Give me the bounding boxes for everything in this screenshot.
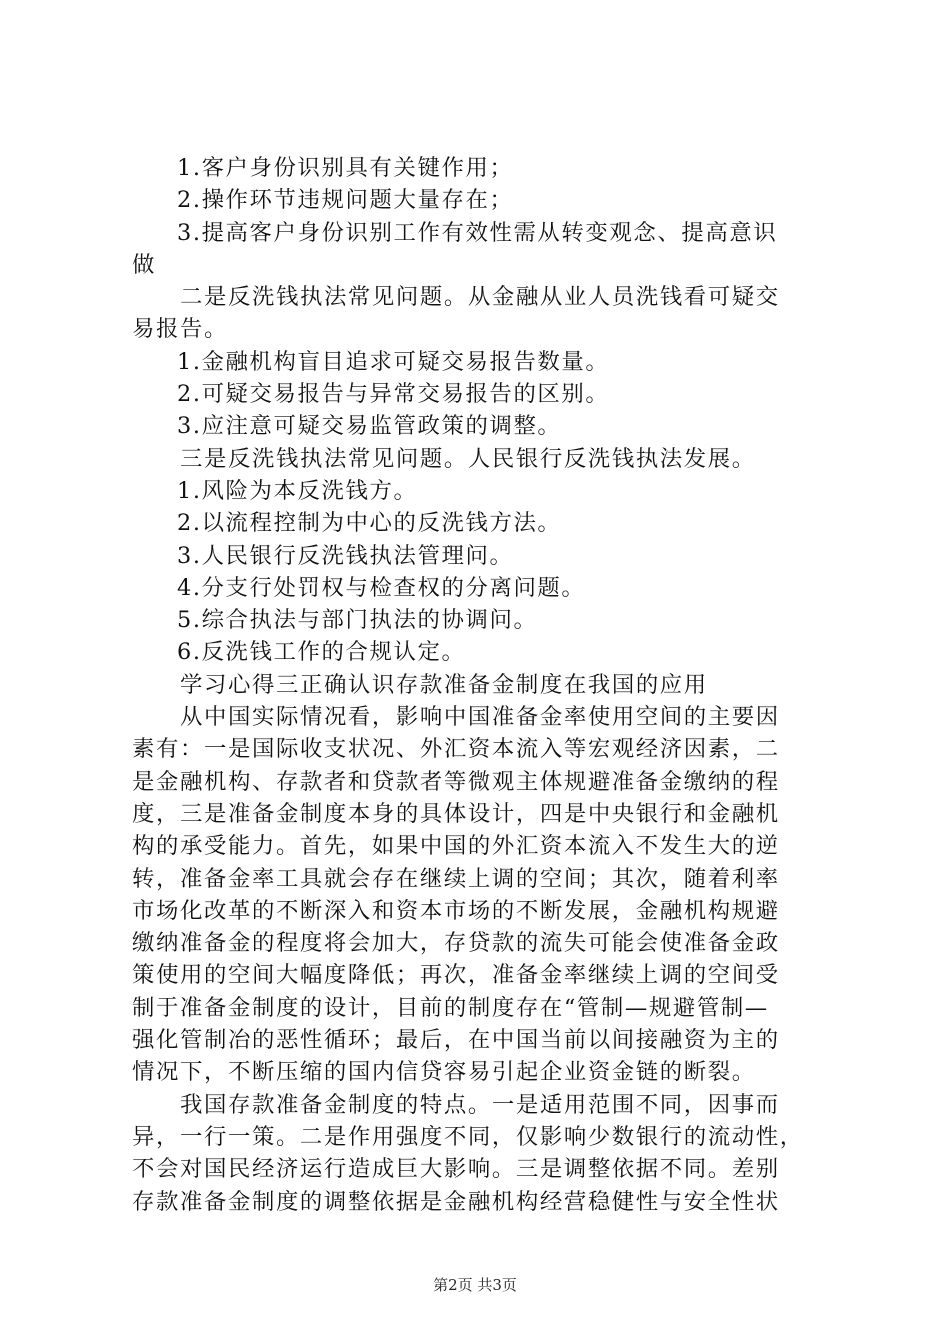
paragraph-line: 做 [132, 251, 156, 278]
paragraph-line: 强化管制冶的恶性循环；最后，在中国当前以间接融资为主的 [132, 1027, 780, 1054]
list-item: 2.可疑交易报告与异常交易报告的区别。 [177, 381, 610, 408]
paragraph-line: 不会对国民经济运行造成巨大影响。三是调整依据不同。差别 [132, 1156, 780, 1183]
document-body [132, 152, 832, 1218]
paragraph-line: 从中国实际情况看，影响中国准备金率使用空间的主要因 [180, 704, 780, 731]
paragraph-line: 三是反洗钱执法常见问题。人民银行反洗钱执法发展。 [180, 445, 756, 472]
paragraph-line: 转，准备金率工具就会存在继续上调的空间；其次，随着利率 [132, 865, 780, 892]
paragraph-line: 情况下，不断压缩的国内信贷容易引起企业资金链的断裂。 [132, 1059, 756, 1086]
list-item: 2.以流程控制为中心的反洗钱方法。 [177, 510, 562, 537]
paragraph-line: 我国存款准备金制度的特点。一是适用范围不同，因事而 [180, 1091, 780, 1118]
list-item: 1.金融机构盲目追求可疑交易报告数量。 [177, 348, 610, 375]
list-item: 3.提高客户身份识别工作有效性需从转变观念、提高意识 [177, 219, 778, 246]
section-heading: 学习心得三正确认识存款准备金制度在我国的应用 [180, 671, 708, 698]
list-item: 3.应注意可疑交易监管政策的调整。 [177, 413, 562, 440]
list-item: 5.综合执法与部门执法的协调问。 [177, 607, 538, 634]
list-item: 6.反洗钱工作的合规认定。 [177, 639, 466, 666]
paragraph-line: 度，三是准备金制度本身的具体设计，四是中央银行和金融机 [132, 800, 780, 827]
paragraph-line: 存款准备金制度的调整依据是金融机构经营稳健性与安全性状 [132, 1188, 780, 1215]
list-item: 2.操作环节违规问题大量存在； [177, 187, 514, 214]
list-item: 1.客户身份识别具有关键作用； [177, 155, 514, 181]
paragraph-line: 缴纳准备金的程度将会加大，存贷款的流失可能会使准备金政 [132, 930, 780, 957]
paragraph-line: 制于准备金制度的设计，目前的制度存在“管制—规避管制— [132, 994, 769, 1021]
paragraph-line: 素有：一是国际收支状况、外汇资本流入等宏观经济因素，二 [132, 736, 780, 763]
paragraph-line: 构的承受能力。首先，如果中国的外汇资本流入不发生大的逆 [132, 833, 780, 860]
paragraph-line: 是金融机构、存款者和贷款者等微观主体规避准备金缴纳的程 [132, 768, 780, 795]
page-number: 第2页 共3页 [433, 1276, 517, 1294]
paragraph-line: 策使用的空间大幅度降低；再次，准备金率继续上调的空间受 [132, 962, 780, 989]
paragraph-line: 市场化改革的不断深入和资本市场的不断发展，金融机构规避 [132, 897, 780, 924]
list-item: 1.风险为本反洗钱方。 [177, 477, 418, 504]
paragraph-line: 异，一行一策。二是作用强度不同，仅影响少数银行的流动性， [132, 1123, 804, 1150]
list-item: 3.人民银行反洗钱执法管理问。 [177, 542, 514, 569]
paragraph-line: 二是反洗钱执法常见问题。从金融从业人员洗钱看可疑交 [180, 284, 780, 311]
paragraph-line: 易报告。 [132, 316, 228, 343]
list-item: 4.分支行处罚权与检查权的分离问题。 [177, 574, 586, 601]
